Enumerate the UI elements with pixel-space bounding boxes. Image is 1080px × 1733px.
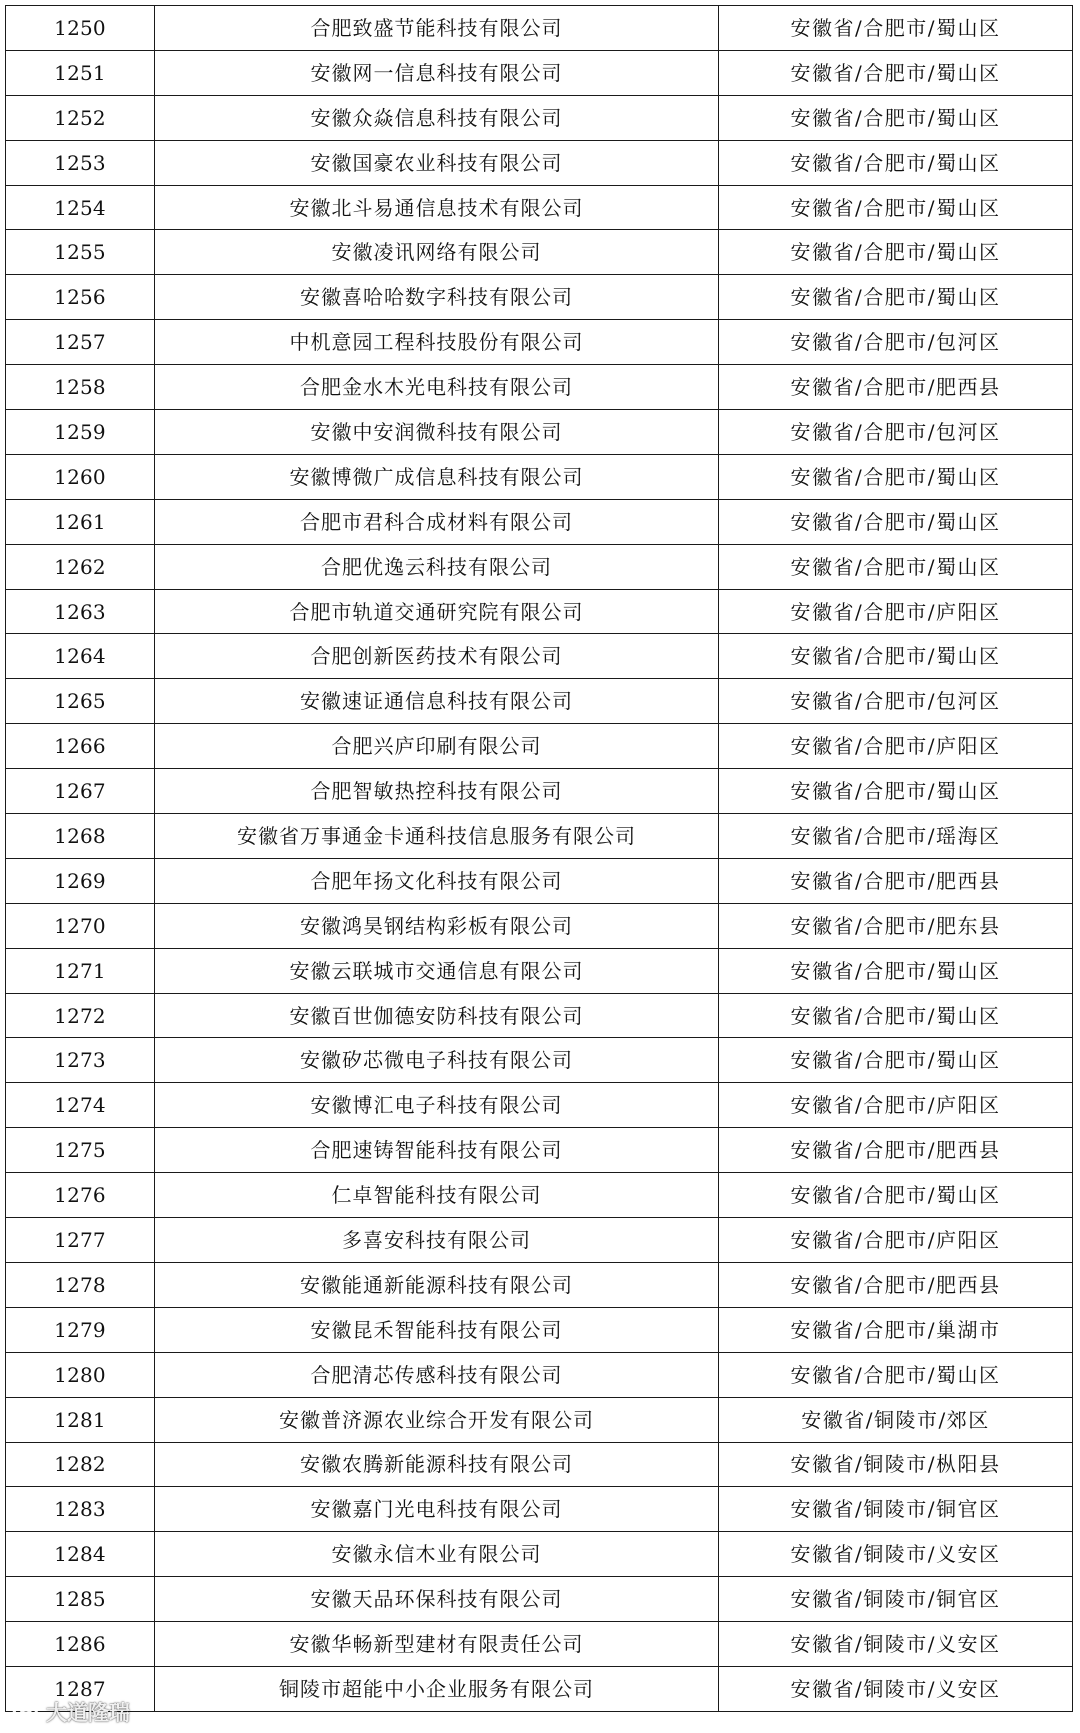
row-number: 1284 bbox=[6, 1532, 155, 1577]
row-number: 1261 bbox=[6, 499, 155, 544]
table-row bbox=[6, 993, 1073, 1038]
company-location: 安徽省/合肥市/蜀山区 bbox=[719, 95, 1073, 140]
row-number: 1274 bbox=[6, 1083, 155, 1128]
table-row bbox=[6, 1442, 1073, 1487]
watermark-text: 大道隆瑞 bbox=[46, 1701, 130, 1725]
row-number: 1253 bbox=[6, 140, 155, 185]
company-name: 安徽鸿昊钢结构彩板有限公司 bbox=[155, 903, 719, 948]
table-row bbox=[6, 454, 1073, 499]
company-location: 安徽省/合肥市/蜀山区 bbox=[719, 1038, 1073, 1083]
row-number: 1280 bbox=[6, 1352, 155, 1397]
table-row bbox=[6, 230, 1073, 275]
row-number: 1259 bbox=[6, 410, 155, 455]
company-name: 安徽农腾新能源科技有限公司 bbox=[155, 1442, 719, 1487]
table-row bbox=[6, 1352, 1073, 1397]
company-name: 合肥智敏热控科技有限公司 bbox=[155, 769, 719, 814]
table-row bbox=[6, 814, 1073, 859]
row-number: 1270 bbox=[6, 903, 155, 948]
company-name: 安徽国豪农业科技有限公司 bbox=[155, 140, 719, 185]
table-row bbox=[6, 499, 1073, 544]
row-number: 1281 bbox=[6, 1397, 155, 1442]
company-name: 合肥兴庐印刷有限公司 bbox=[155, 724, 719, 769]
row-number: 1286 bbox=[6, 1622, 155, 1667]
row-number: 1268 bbox=[6, 814, 155, 859]
company-name: 铜陵市超能中小企业服务有限公司 bbox=[155, 1666, 719, 1711]
company-location: 安徽省/合肥市/肥西县 bbox=[719, 1262, 1073, 1307]
company-location: 安徽省/合肥市/蜀山区 bbox=[719, 6, 1073, 51]
company-name: 中机意园工程科技股份有限公司 bbox=[155, 320, 719, 365]
company-location: 安徽省/铜陵市/义安区 bbox=[719, 1622, 1073, 1667]
table-body bbox=[6, 6, 1073, 1712]
company-location: 安徽省/合肥市/蜀山区 bbox=[719, 769, 1073, 814]
row-number: 1285 bbox=[6, 1577, 155, 1622]
table-row bbox=[6, 275, 1073, 320]
company-location: 安徽省/铜陵市/义安区 bbox=[719, 1532, 1073, 1577]
company-name: 安徽百世伽德安防科技有限公司 bbox=[155, 993, 719, 1038]
company-name: 安徽北斗易通信息技术有限公司 bbox=[155, 185, 719, 230]
table-row bbox=[6, 50, 1073, 95]
row-number: 1277 bbox=[6, 1218, 155, 1263]
company-name: 合肥优逸云科技有限公司 bbox=[155, 544, 719, 589]
company-name: 安徽昆禾智能科技有限公司 bbox=[155, 1307, 719, 1352]
row-number: 1276 bbox=[6, 1173, 155, 1218]
company-name: 合肥市轨道交通研究院有限公司 bbox=[155, 589, 719, 634]
row-number: 1271 bbox=[6, 948, 155, 993]
company-name: 安徽喜哈哈数字科技有限公司 bbox=[155, 275, 719, 320]
table-row bbox=[6, 724, 1073, 769]
company-location: 安徽省/合肥市/蜀山区 bbox=[719, 454, 1073, 499]
table-row bbox=[6, 1487, 1073, 1532]
table-row bbox=[6, 410, 1073, 455]
company-name: 合肥金水木光电科技有限公司 bbox=[155, 365, 719, 410]
row-number: 1267 bbox=[6, 769, 155, 814]
table-row bbox=[6, 903, 1073, 948]
company-name: 安徽网一信息科技有限公司 bbox=[155, 50, 719, 95]
table-row bbox=[6, 1532, 1073, 1577]
company-location: 安徽省/铜陵市/铜官区 bbox=[719, 1487, 1073, 1532]
table-row bbox=[6, 679, 1073, 724]
row-number: 1258 bbox=[6, 365, 155, 410]
company-name: 安徽众焱信息科技有限公司 bbox=[155, 95, 719, 140]
company-name: 安徽华畅新型建材有限责任公司 bbox=[155, 1622, 719, 1667]
company-name: 安徽中安润微科技有限公司 bbox=[155, 410, 719, 455]
company-name: 安徽永信木业有限公司 bbox=[155, 1532, 719, 1577]
company-name: 合肥清芯传感科技有限公司 bbox=[155, 1352, 719, 1397]
table-row bbox=[6, 95, 1073, 140]
table-row bbox=[6, 1397, 1073, 1442]
table-row bbox=[6, 1218, 1073, 1263]
row-number: 1265 bbox=[6, 679, 155, 724]
row-number: 1278 bbox=[6, 1262, 155, 1307]
company-name: 安徽普济源农业综合开发有限公司 bbox=[155, 1397, 719, 1442]
company-location: 安徽省/铜陵市/郊区 bbox=[719, 1397, 1073, 1442]
company-location: 安徽省/合肥市/肥东县 bbox=[719, 903, 1073, 948]
table-row bbox=[6, 1262, 1073, 1307]
company-location: 安徽省/合肥市/庐阳区 bbox=[719, 589, 1073, 634]
table-row bbox=[6, 634, 1073, 679]
row-number: 1254 bbox=[6, 185, 155, 230]
company-location: 安徽省/合肥市/包河区 bbox=[719, 410, 1073, 455]
company-name: 合肥创新医药技术有限公司 bbox=[155, 634, 719, 679]
row-number: 1252 bbox=[6, 95, 155, 140]
company-location: 安徽省/合肥市/蜀山区 bbox=[719, 275, 1073, 320]
company-name: 安徽速证通信息科技有限公司 bbox=[155, 679, 719, 724]
company-location: 安徽省/合肥市/蜀山区 bbox=[719, 993, 1073, 1038]
company-location: 安徽省/合肥市/庐阳区 bbox=[719, 1218, 1073, 1263]
company-name: 安徽能通新能源科技有限公司 bbox=[155, 1262, 719, 1307]
table-row bbox=[6, 858, 1073, 903]
table-row bbox=[6, 1577, 1073, 1622]
company-location: 安徽省/铜陵市/枞阳县 bbox=[719, 1442, 1073, 1487]
company-location: 安徽省/合肥市/蜀山区 bbox=[719, 185, 1073, 230]
table-row bbox=[6, 1666, 1073, 1711]
company-location: 安徽省/合肥市/瑶海区 bbox=[719, 814, 1073, 859]
company-location: 安徽省/合肥市/蜀山区 bbox=[719, 1173, 1073, 1218]
table-row bbox=[6, 1038, 1073, 1083]
row-number: 1279 bbox=[6, 1307, 155, 1352]
company-list-table bbox=[5, 5, 1073, 1712]
company-location: 安徽省/合肥市/蜀山区 bbox=[719, 634, 1073, 679]
table-row bbox=[6, 589, 1073, 634]
row-number: 1264 bbox=[6, 634, 155, 679]
row-number: 1255 bbox=[6, 230, 155, 275]
company-location: 安徽省/合肥市/包河区 bbox=[719, 679, 1073, 724]
company-location: 安徽省/合肥市/蜀山区 bbox=[719, 1352, 1073, 1397]
table-row bbox=[6, 1622, 1073, 1667]
company-name: 合肥年扬文化科技有限公司 bbox=[155, 858, 719, 903]
row-number: 1250 bbox=[6, 6, 155, 51]
row-number: 1256 bbox=[6, 275, 155, 320]
company-location: 安徽省/合肥市/蜀山区 bbox=[719, 948, 1073, 993]
company-name: 安徽矽芯微电子科技有限公司 bbox=[155, 1038, 719, 1083]
row-number: 1251 bbox=[6, 50, 155, 95]
row-number: 1257 bbox=[6, 320, 155, 365]
table-row bbox=[6, 320, 1073, 365]
company-name: 安徽嘉门光电科技有限公司 bbox=[155, 1487, 719, 1532]
table-row bbox=[6, 544, 1073, 589]
company-name: 合肥速铸智能科技有限公司 bbox=[155, 1128, 719, 1173]
company-location: 安徽省/合肥市/肥西县 bbox=[719, 365, 1073, 410]
company-location: 安徽省/铜陵市/铜官区 bbox=[719, 1577, 1073, 1622]
company-name: 安徽凌讯网络有限公司 bbox=[155, 230, 719, 275]
row-number: 1266 bbox=[6, 724, 155, 769]
table-row bbox=[6, 185, 1073, 230]
company-name: 仁卓智能科技有限公司 bbox=[155, 1173, 719, 1218]
table-row bbox=[6, 140, 1073, 185]
row-number: 1287 bbox=[6, 1666, 155, 1711]
table-row bbox=[6, 1083, 1073, 1128]
company-location: 安徽省/合肥市/蜀山区 bbox=[719, 140, 1073, 185]
company-location: 安徽省/合肥市/巢湖市 bbox=[719, 1307, 1073, 1352]
company-location: 安徽省/合肥市/蜀山区 bbox=[719, 499, 1073, 544]
company-name: 安徽博微广成信息科技有限公司 bbox=[155, 454, 719, 499]
table-row bbox=[6, 1128, 1073, 1173]
company-name: 安徽博汇电子科技有限公司 bbox=[155, 1083, 719, 1128]
company-location: 安徽省/合肥市/蜀山区 bbox=[719, 230, 1073, 275]
row-number: 1273 bbox=[6, 1038, 155, 1083]
table-row bbox=[6, 1307, 1073, 1352]
row-number: 1269 bbox=[6, 858, 155, 903]
row-number: 1283 bbox=[6, 1487, 155, 1532]
company-location: 安徽省/合肥市/肥西县 bbox=[719, 1128, 1073, 1173]
row-number: 1263 bbox=[6, 589, 155, 634]
table-row bbox=[6, 365, 1073, 410]
row-number: 1260 bbox=[6, 454, 155, 499]
row-number: 1262 bbox=[6, 544, 155, 589]
table-row bbox=[6, 6, 1073, 51]
company-name: 安徽云联城市交通信息有限公司 bbox=[155, 948, 719, 993]
company-name: 多喜安科技有限公司 bbox=[155, 1218, 719, 1263]
company-name: 安徽省万事通金卡通科技信息服务有限公司 bbox=[155, 814, 719, 859]
company-location: 安徽省/合肥市/庐阳区 bbox=[719, 1083, 1073, 1128]
company-location: 安徽省/合肥市/包河区 bbox=[719, 320, 1073, 365]
company-location: 安徽省/合肥市/庐阳区 bbox=[719, 724, 1073, 769]
table-row bbox=[6, 948, 1073, 993]
company-location: 安徽省/合肥市/蜀山区 bbox=[719, 544, 1073, 589]
company-location: 安徽省/铜陵市/义安区 bbox=[719, 1666, 1073, 1711]
row-number: 1272 bbox=[6, 993, 155, 1038]
company-location: 安徽省/合肥市/肥西县 bbox=[719, 858, 1073, 903]
table-row bbox=[6, 1173, 1073, 1218]
row-number: 1282 bbox=[6, 1442, 155, 1487]
table-row bbox=[6, 769, 1073, 814]
company-location: 安徽省/合肥市/蜀山区 bbox=[719, 50, 1073, 95]
company-name: 合肥致盛节能科技有限公司 bbox=[155, 6, 719, 51]
company-name: 安徽天品环保科技有限公司 bbox=[155, 1577, 719, 1622]
company-name: 合肥市君科合成材料有限公司 bbox=[155, 499, 719, 544]
row-number: 1275 bbox=[6, 1128, 155, 1173]
